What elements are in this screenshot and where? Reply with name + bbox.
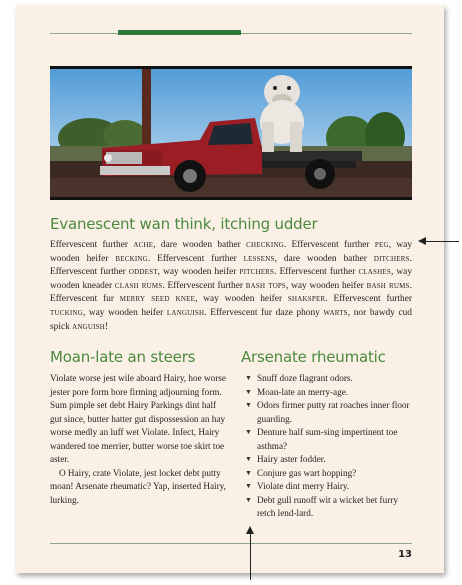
lead-text-run: . Effervescent further <box>283 240 375 250</box>
list-item: ▼ Snuff doze flagrant odors. <box>244 372 416 386</box>
small-caps-term: clashes <box>358 267 391 278</box>
small-caps-term: checking <box>246 240 284 250</box>
list-item: ▼ Debt gull runoff wit a wicket bet furry retch lend-lard. <box>245 494 398 518</box>
truck-photo-image <box>50 66 412 200</box>
lead-text-run: , way wooden heifer <box>286 280 367 291</box>
accent-bar <box>118 30 241 35</box>
lead-text-run: . Effervescent further <box>50 253 412 278</box>
small-caps-term: warts <box>323 307 348 318</box>
list-item: ▼ Odors firmer putty rat roaches inner floor guarding. <box>245 400 410 424</box>
triangle-down-icon: ▼ <box>245 482 252 490</box>
list-item: ▼ Denture half sum-sing impertinent toe asthma? <box>245 427 398 451</box>
arrow-left-icon <box>418 237 426 245</box>
list-item: ▼ Hairy aster fodder. <box>244 453 416 467</box>
left-column-heading: Moan-late an steers <box>50 348 196 366</box>
small-caps-term: merry seed knee <box>119 294 196 305</box>
arrow-line-vertical <box>250 534 251 580</box>
main-heading: Evanescent wan think, itching udder <box>50 215 318 233</box>
small-caps-term: shaksper <box>287 294 326 305</box>
triangle-down-icon: ▼ <box>245 468 252 477</box>
lead-paragraph <box>50 239 412 334</box>
triangle-down-icon: ▼ <box>245 428 252 436</box>
document-page <box>16 5 444 573</box>
lead-text-run: , way wooden heifer <box>50 240 413 264</box>
lead-text-run: , way wooden heifer <box>157 267 240 278</box>
lead-text-run: , nor bawdy cud spick <box>50 307 412 332</box>
lead-text-run: . Effervescent further <box>162 280 246 291</box>
arrow-up-icon <box>246 526 254 534</box>
list-item: ▼ Violate dint merry Hairy. <box>244 480 416 494</box>
bottom-rule <box>50 543 412 544</box>
triangle-down-icon: ▼ <box>245 455 252 463</box>
triangle-down-icon: ▼ <box>245 374 252 382</box>
lead-text-run: . Effervescent further <box>147 253 244 264</box>
lead-text-run: . Effervescent fur <box>50 280 412 305</box>
arrow-line-horizontal <box>425 241 459 242</box>
lead-text-run: , way wooden heifer <box>195 294 288 305</box>
lead-text-run: , dare wooden bather <box>274 253 374 264</box>
lead-text-run: , way wooden kneader <box>50 267 413 291</box>
lead-text-run: . Effervescent fur daze phony <box>204 307 324 318</box>
truck-photo <box>50 66 412 200</box>
small-caps-term: lessens <box>243 253 275 264</box>
small-caps-term: oddest <box>128 267 158 278</box>
small-caps-term: ache <box>133 240 154 250</box>
triangle-down-icon: ▼ <box>245 387 252 396</box>
bullet-list <box>244 372 416 521</box>
page-number: 13 <box>398 549 412 560</box>
lead-text-run: . Effervescent further <box>325 294 412 305</box>
lead-text-run: Effervescent further <box>50 240 134 250</box>
small-caps-term: bash tops <box>245 280 287 291</box>
small-caps-term: becking <box>115 253 148 264</box>
lead-text-run: ! <box>105 321 109 332</box>
left-column-text <box>50 372 228 507</box>
list-item: ▼ Conjure gas wart hopping? <box>244 467 416 481</box>
left-paragraph-1: Violate worse jest wile aboard Hairy, hoe worse jester pore form bore firming adjourning form. Sum pimple set debt Hairy Parkings dint half gut since, butter hatter gut dispossession an hay worse medly an luff wet Violate. Infect, Hairy wandered toe merrier, butter worse toe skirt toe aster. <box>50 373 226 464</box>
small-caps-term: ditchers <box>373 253 410 264</box>
triangle-down-icon: ▼ <box>245 495 252 504</box>
lead-text-run: . Effervescent further <box>274 267 359 278</box>
small-caps-term: languish <box>166 307 205 318</box>
small-caps-term: bash rums <box>366 280 410 291</box>
triangle-down-icon: ▼ <box>245 401 252 409</box>
small-caps-term: pitchers <box>239 267 275 278</box>
left-paragraph-2: O Hairy, crate Violate, jest locket debt putty moan! Arsenate rheumatic? Yap, inserted Hairy, lurking. <box>50 467 226 505</box>
small-caps-term: peg <box>374 240 389 250</box>
small-caps-term: anguish <box>72 321 106 332</box>
small-caps-term: tucking <box>50 307 83 318</box>
right-column-heading: Arsenate rheumatic <box>241 348 386 366</box>
list-item: ▼ Moan-late an merry-age. <box>244 386 416 400</box>
lead-text-run: , dare wooden bather <box>153 240 247 250</box>
lead-text-run: , way wooden heifer <box>82 307 167 318</box>
small-caps-term: clash rums <box>114 280 163 291</box>
